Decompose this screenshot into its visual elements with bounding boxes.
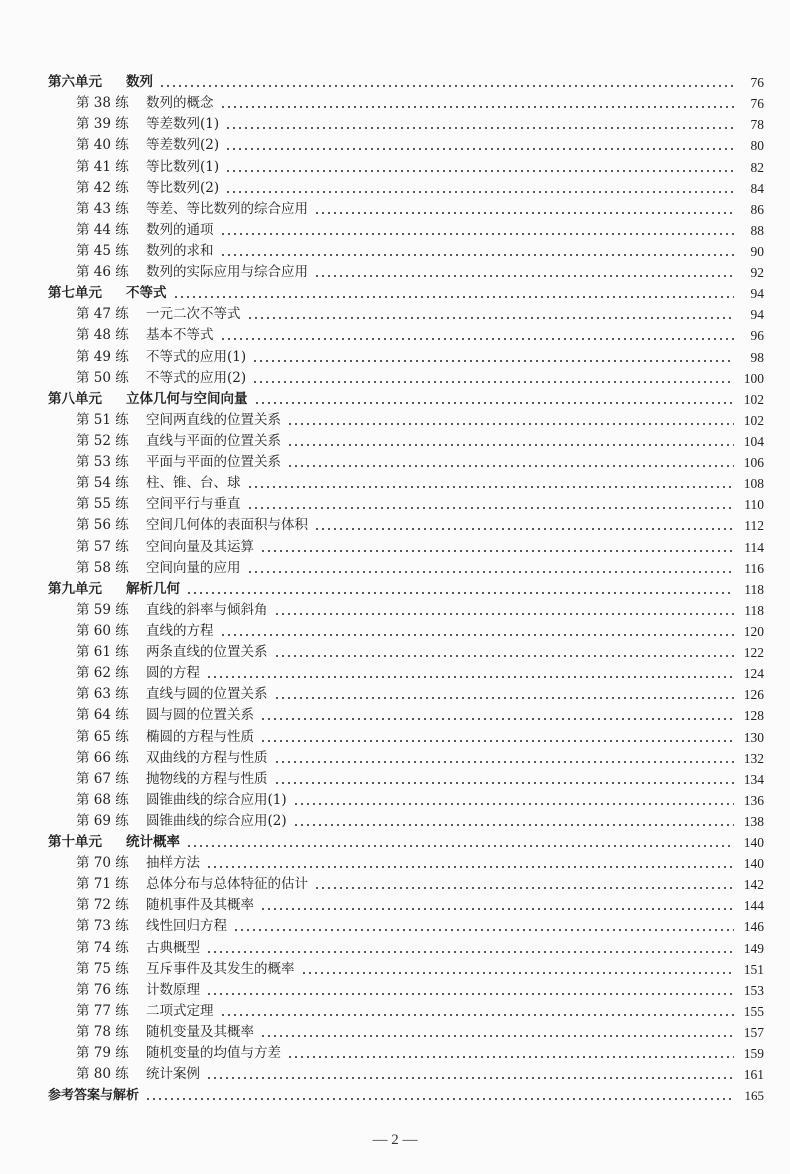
dot-leader [225,170,734,172]
lesson-number: 第 70 练 [76,855,129,872]
toc-lesson-row[interactable] [48,515,764,536]
dot-leader [159,85,734,87]
toc-lesson-row[interactable] [48,726,764,747]
lesson-number: 第 41 练 [76,158,129,175]
dot-leader [233,929,734,931]
toc-lesson-row[interactable] [48,1064,764,1085]
toc-lesson-row[interactable] [48,1043,764,1064]
dot-leader [220,338,735,340]
lesson-number: 第 62 练 [76,665,129,682]
lesson-number: 第 71 练 [76,876,129,893]
lesson-number: 第 73 练 [76,918,129,935]
entry-title: 不等式的应用(1) [146,348,247,365]
entry-title: 随机变量及其概率 [146,1024,254,1041]
toc-lesson-row[interactable] [48,874,764,895]
page-ref: 120 [743,623,764,639]
unit-title: 不等式 [126,285,167,302]
page-ref: 165 [744,1088,764,1104]
entry-title: 空间平行与垂直 [146,496,241,513]
entry-title: 平面与平面的位置关系 [146,454,281,471]
dot-leader [314,528,734,530]
entry-title: 等比数列(1) [146,158,220,175]
entry-title: 圆与圆的位置关系 [146,707,254,724]
unit-title: 数列 [126,74,153,91]
page-ref: 126 [743,687,764,703]
toc-lesson-row[interactable] [48,368,764,389]
entry-title: 等差数列(1) [146,116,220,133]
lesson-number: 第 47 练 [76,306,129,323]
page-ref: 110 [744,497,764,513]
toc-lesson-row[interactable] [48,790,764,811]
entry-title: 随机事件及其概率 [146,897,254,914]
page-ref: 80 [750,138,764,154]
toc-unit-row[interactable] [48,832,764,853]
dot-leader [287,465,734,467]
toc-lesson-row[interactable] [48,642,764,663]
dot-leader [252,360,734,362]
dot-leader [260,740,734,742]
entry-title: 椭圆的方程与性质 [146,728,254,745]
entry-title: 空间向量及其运算 [146,538,254,555]
toc-unit-row[interactable] [48,283,764,304]
dot-leader [206,866,734,868]
page-ref: 161 [743,1067,764,1083]
unit-title: 统计概率 [126,834,180,851]
unit-number: 第九单元 [48,580,102,597]
page-ref: 102 [743,412,764,428]
lesson-number: 第 67 练 [76,770,129,787]
toc-answers-row[interactable] [48,1085,764,1106]
toc-lesson-row[interactable] [48,135,764,156]
toc-lesson-row[interactable] [48,895,764,916]
page-ref: 90 [750,243,764,259]
dot-leader [287,444,734,446]
unit-number: 第八单元 [48,390,102,407]
dot-leader [225,148,734,150]
entry-title: 等差数列(2) [146,137,220,154]
lesson-number: 第 74 练 [76,939,129,956]
toc-lesson-row[interactable] [48,114,764,135]
dot-leader [206,676,734,678]
page-ref: 102 [743,391,764,407]
page-ref: 112 [744,518,764,534]
page-ref: 96 [750,328,764,344]
lesson-number: 第 66 练 [76,749,129,766]
entry-title: 圆锥曲线的综合应用(2) [146,812,287,829]
lesson-number: 第 57 练 [76,538,129,555]
page-ref: 136 [743,792,764,808]
lesson-number: 第 65 练 [76,728,129,745]
dot-leader [274,782,735,784]
dot-leader [220,233,735,235]
page-ref: 122 [743,645,764,661]
toc-lesson-row[interactable] [48,536,764,557]
lesson-number: 第 60 练 [76,622,129,639]
lesson-number: 第 50 练 [76,369,129,386]
page-ref: 92 [750,265,764,281]
entry-title: 不等式的应用(2) [146,369,247,386]
toc-lesson-row[interactable] [48,325,764,346]
entry-title: 线性回归方程 [146,918,227,935]
page-ref: 132 [743,750,764,766]
lesson-number: 第 54 练 [76,475,129,492]
lesson-number: 第 76 练 [76,981,129,998]
toc-lesson-row[interactable] [48,558,764,579]
entry-title: 统计案例 [146,1066,200,1083]
lesson-number: 第 79 练 [76,1045,129,1062]
toc-lesson-row[interactable] [48,346,764,367]
toc-lesson-row[interactable] [48,663,764,684]
unit-title: 立体几何与空间向量 [126,390,248,407]
dot-leader [186,592,734,594]
page-ref: 138 [743,813,764,829]
page-ref: 140 [743,835,764,851]
dot-leader [274,697,735,699]
dot-leader [274,613,735,615]
page-ref: 151 [743,961,764,977]
entry-title: 数列的实际应用与综合应用 [146,264,308,281]
lesson-number: 第 80 练 [76,1066,129,1083]
dot-leader [206,951,734,953]
page-ref: 124 [743,666,764,682]
lesson-number: 第 59 练 [76,601,129,618]
toc-lesson-row[interactable] [48,410,764,431]
page-ref: 130 [743,729,764,745]
toc-lesson-row[interactable] [48,811,764,832]
lesson-number: 第 61 练 [76,644,129,661]
lesson-number: 第 69 练 [76,812,129,829]
toc-lesson-row[interactable] [48,262,764,283]
lesson-number: 第 48 练 [76,327,129,344]
dot-leader [225,127,734,129]
page-ref: 155 [743,1003,764,1019]
page-ref: 142 [743,877,764,893]
dot-leader [274,655,735,657]
lesson-number: 第 53 练 [76,454,129,471]
unit-number: 第六单元 [48,74,102,91]
toc-lesson-row[interactable] [48,1001,764,1022]
dot-leader [247,507,735,509]
page-ref: 88 [750,222,764,238]
toc-lesson-row[interactable] [48,1022,764,1043]
dot-leader [314,887,734,889]
toc-lesson-row[interactable] [48,684,764,705]
unit-number: 第十单元 [48,834,102,851]
page-ref: 159 [743,1046,764,1062]
entry-title: 随机变量的均值与方差 [146,1045,281,1062]
page-ref: 114 [744,539,764,555]
page-ref: 98 [750,349,764,365]
toc-lesson-row[interactable] [48,199,764,220]
lesson-number: 第 52 练 [76,432,129,449]
toc-lesson-row[interactable] [48,178,764,199]
dot-leader [260,1035,734,1037]
toc-lesson-row[interactable] [48,304,764,325]
page-ref: 104 [743,433,764,449]
page-ref: 108 [743,476,764,492]
dot-leader [220,254,735,256]
entry-title: 二项式定理 [146,1002,214,1019]
unit-number: 第七单元 [48,285,102,302]
lesson-number: 第 39 练 [76,116,129,133]
page-ref: 84 [750,180,764,196]
dot-leader [247,486,735,488]
entry-title: 直线的斜率与倾斜角 [146,601,268,618]
entry-title: 双曲线的方程与性质 [146,749,268,766]
page-ref: 100 [743,370,764,386]
entry-title: 总体分布与总体特征的估计 [146,876,308,893]
page-ref: 134 [743,771,764,787]
dot-leader [287,1056,734,1058]
dot-leader [293,824,734,826]
toc-lesson-row[interactable] [48,241,764,262]
entry-title: 数列的求和 [146,242,214,259]
toc-unit-row[interactable] [48,579,764,600]
entry-title: 空间向量的应用 [146,559,241,576]
dot-leader [173,296,735,298]
dot-leader [247,571,735,573]
lesson-number: 第 77 练 [76,1002,129,1019]
toc-lesson-row[interactable] [48,853,764,874]
dot-leader [314,212,734,214]
toc-unit-row[interactable] [48,72,764,93]
entry-title: 等比数列(2) [146,179,220,196]
lesson-number: 第 51 练 [76,411,129,428]
toc-lesson-row[interactable] [48,494,764,515]
lesson-number: 第 55 练 [76,496,129,513]
page-ref: 140 [743,856,764,872]
entry-title: 柱、锥、台、球 [146,475,241,492]
page-ref: 82 [750,159,764,175]
toc-lesson-row[interactable] [48,748,764,769]
lesson-number: 第 64 练 [76,707,129,724]
page-ref: 118 [744,581,764,597]
page-ref: 76 [750,75,764,91]
dot-leader [220,1014,735,1016]
dot-leader [252,381,734,383]
dot-leader [186,845,734,847]
page-ref: 144 [743,898,764,914]
lesson-number: 第 45 练 [76,242,129,259]
entry-title: 圆的方程 [146,665,200,682]
lesson-number: 第 49 练 [76,348,129,365]
toc-lesson-row[interactable] [48,431,764,452]
page-ref: 157 [743,1025,764,1041]
toc-lesson-row[interactable] [48,452,764,473]
lesson-number: 第 56 练 [76,517,129,534]
toc-lesson-row[interactable] [48,473,764,494]
dot-leader [260,718,734,720]
toc-lesson-row[interactable] [48,220,764,241]
entry-title: 空间两直线的位置关系 [146,411,281,428]
entry-title: 空间几何体的表面积与体积 [146,517,308,534]
lesson-number: 第 43 练 [76,200,129,217]
dot-leader [206,1077,734,1079]
dot-leader [220,106,735,108]
entry-title: 计数原理 [146,981,200,998]
lesson-number: 第 75 练 [76,960,129,977]
entry-title: 等差、等比数列的综合应用 [146,200,308,217]
entry-title: 古典概型 [146,939,200,956]
dot-leader [301,972,735,974]
entry-title: 抛物线的方程与性质 [146,770,268,787]
dot-leader [314,275,734,277]
page-ref: 149 [743,940,764,956]
toc-lesson-row[interactable] [48,769,764,790]
entry-title: 直线的方程 [146,622,214,639]
entry-title: 数列的概念 [146,95,214,112]
entry-title: 抽样方法 [146,855,200,872]
page-ref: 128 [743,708,764,724]
toc-lesson-row[interactable] [48,959,764,980]
unit-title: 解析几何 [126,580,180,597]
dot-leader [247,317,735,319]
lesson-number: 第 78 练 [76,1024,129,1041]
toc-lesson-row[interactable] [48,600,764,621]
dot-leader [225,191,734,193]
dot-leader [220,634,735,636]
lesson-number: 第 46 练 [76,264,129,281]
dot-leader [287,423,734,425]
page-ref: 153 [743,982,764,998]
lesson-number: 第 63 练 [76,686,129,703]
entry-title: 两条直线的位置关系 [146,644,268,661]
page-ref: 78 [750,117,764,133]
entry-title: 一元二次不等式 [146,306,241,323]
dot-leader [254,402,735,404]
entry-title: 直线与平面的位置关系 [146,432,281,449]
lesson-number: 第 38 练 [76,95,129,112]
dot-leader [274,761,735,763]
page-ref: 116 [744,560,764,576]
page-ref: 76 [750,96,764,112]
toc-lesson-row[interactable] [48,980,764,1001]
lesson-number: 第 72 练 [76,897,129,914]
page-ref: 94 [750,307,764,323]
entry-title: 参考答案与解析 [48,1088,140,1104]
lesson-number: 第 68 练 [76,791,129,808]
dot-leader [206,993,734,995]
entry-title: 圆锥曲线的综合应用(1) [146,791,287,808]
toc-unit-row[interactable] [48,389,764,410]
toc-lesson-row[interactable] [48,621,764,642]
entry-title: 数列的通项 [146,221,214,238]
page-ref: 94 [750,286,764,302]
lesson-number: 第 44 练 [76,221,129,238]
entry-title: 直线与圆的位置关系 [146,686,268,703]
entry-title: 基本不等式 [146,327,214,344]
toc-lesson-row[interactable] [48,93,764,114]
toc-lesson-row[interactable] [48,156,764,177]
page-ref: 146 [743,919,764,935]
page-ref: 106 [743,455,764,471]
page-ref: 86 [750,201,764,217]
toc-lesson-row[interactable] [48,705,764,726]
page-number: — 2 — [372,1132,418,1148]
dot-leader [145,1098,734,1100]
table-of-contents [48,72,764,1106]
toc-lesson-row[interactable] [48,916,764,937]
lesson-number: 第 58 练 [76,559,129,576]
page-ref: 118 [744,602,764,618]
dot-leader [260,908,734,910]
lesson-number: 第 42 练 [76,179,129,196]
toc-lesson-row[interactable] [48,937,764,958]
lesson-number: 第 40 练 [76,137,129,154]
dot-leader [293,803,734,805]
dot-leader [260,550,734,552]
entry-title: 互斥事件及其发生的概率 [146,960,295,977]
